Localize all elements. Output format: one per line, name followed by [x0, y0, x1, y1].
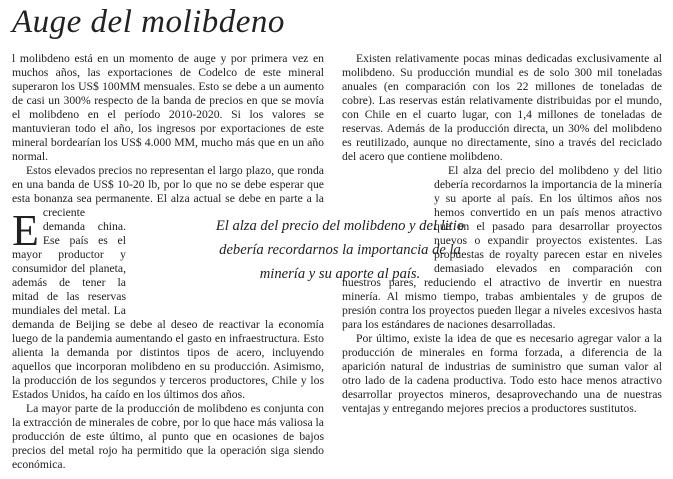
drop-cap: E [12, 206, 39, 255]
paragraph-5: El alza del precio del molibdeno y del litio debería recordarnos la importancia de la minería y su aporte al país. En los últimos años nos hemos convertido en un país menos atractivo que en el pasado para desarrollar proyectos nuevos o expandir proyectos existentes. Las propuestas de royalty parecen estar en niveles demasiado elevados en comparación con nuestros pares, reduciendo el atractivo de invertir en nuestra minería. Al mismo tiempo, trabas ambientales y de grupos de presión contra los proyectos pueden llegar a niveles excesivos hasta para los estándares de naciones desarrolladas. [342, 164, 662, 331]
pull-quote-line-1: El alza del precio del molibdeno y del litio [215, 218, 465, 234]
pull-quote-line-2: debería recordarnos la importancia de la [219, 242, 461, 258]
article-title: Auge del molibdeno [12, 4, 285, 40]
paragraph-6: Por último, existe la idea de que es necesario agregar valor a la producción de minerales en forma forzada, a diferencia de la aparición natural de industrias de suministro que suman valor al otro lado de la cadena productiva. Todo esto hace menos atractivo desarrollar proyectos mineros, desaprovechando una de nuestras ventajas y entregando mejores precios a productores sustitutos. [342, 332, 662, 415]
pull-quote [198, 214, 482, 286]
paragraph-1: E l molibdeno está en un momento de auge y por primera vez en muchos años, las exportaciones de Codelco de este mineral superaron los US$ 100MM mensuales. Esto se debe a un aumento de casi un 300% respecto de la banda de precios en que se movía el molibdeno en el período 2010-2020. Si los valores se mantuvieran todo el año, los ingresos por exportaciones de este mineral bordearían los US$ 4.000 MM, mucho más que en un año normal. [12, 52, 324, 255]
paragraph-3: La mayor parte de la producción de molibdeno es conjunta con la extracción de minerales de cobre, por lo que hace más valiosa la producción de este último, al punto que en ocasiones de bajos precios del metal rojo ha permitido que la operación siga siendo económica. [12, 402, 324, 471]
pull-quote-line-3: minería y su aporte al país. [259, 266, 421, 282]
paragraph-2: Estos elevados precios no representan el largo plazo, que ronda en una banda de US$ 10-20 lb, por lo que no se debe esperar que esta bonanza sea permanente. El alza actual se debe en parte a la creciente demanda china. Ese país es el mayor productor y consumidor del planeta, además de tener la mitad de las reservas mundiales del metal. La demanda de Beijing se debe al deseo de reactivar la economía luego de la pandemia aumentando el gasto en infraestructura. Esto alienta la demanda por distintos tipos de acero, incluyendo aquellos que incorporan molibdeno en su producción. Asimismo, la producción de los segundos y terceros productores, Chile y los Estados Unidos, ha caído en los últimos dos años. [12, 164, 324, 401]
paragraph-4: Existen relativamente pocas minas dedicadas exclusivamente al molibdeno. Su producción mundial es de solo 300 mil toneladas anuales (en comparación con los 22 millones de toneladas de cobre). Las reservas están relativamente distribuidas por el mundo, con Chile en el cuarto lugar, con 1,4 millones de toneladas de reservas. Además de la producción directa, un 30% del molibdeno es reutilizado, aunque no directamente, sino a través del reciclado del acero que contiene molibdeno. [342, 52, 662, 163]
